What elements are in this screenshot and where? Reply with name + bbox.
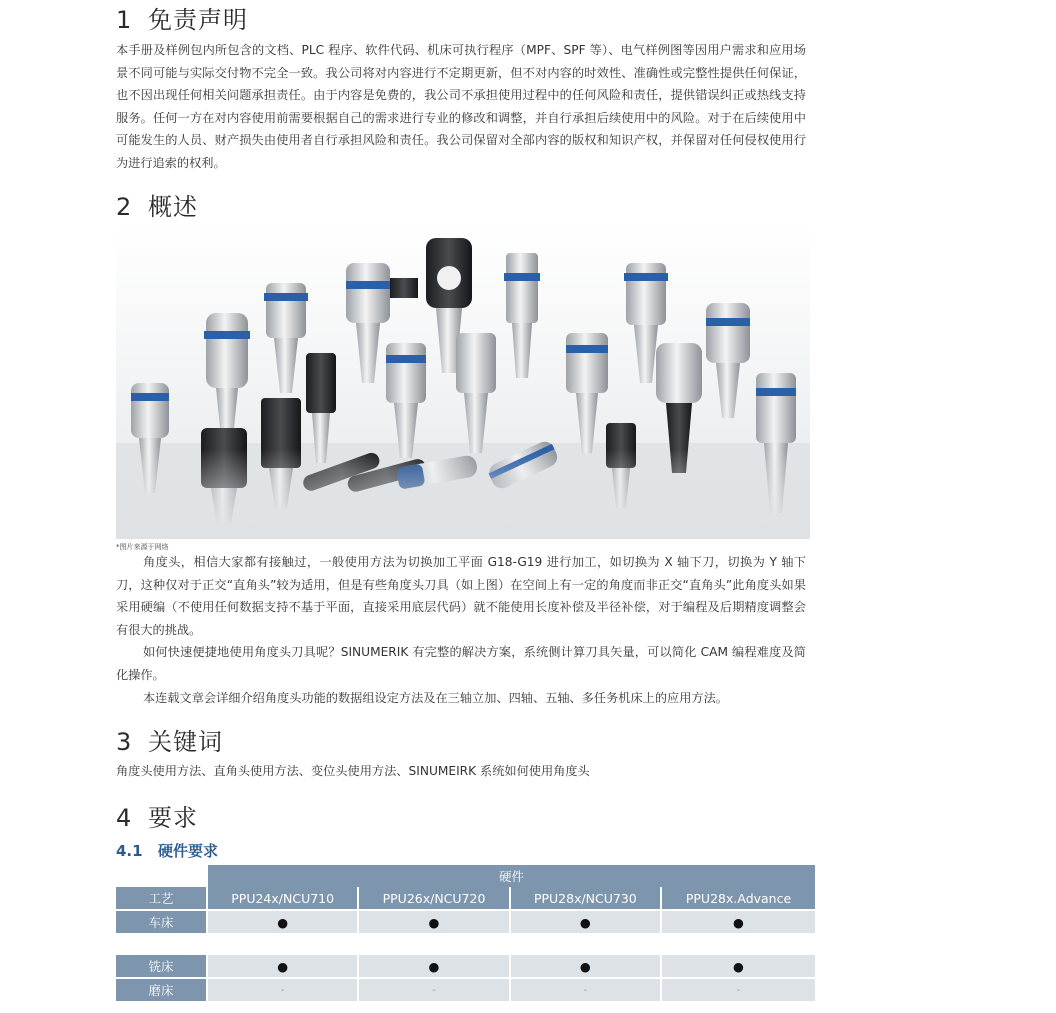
column-header: PPU28x.Advance bbox=[662, 887, 815, 909]
table-cell: ● bbox=[359, 955, 508, 977]
table-cell: ● bbox=[662, 909, 815, 933]
table-cell: ● bbox=[662, 955, 815, 977]
section-number: 3 bbox=[116, 728, 133, 756]
section-number: 2 bbox=[116, 193, 133, 221]
column-header: PPU24x/NCU710 bbox=[208, 887, 357, 909]
subsection-title: 硬件要求 bbox=[158, 842, 219, 860]
table-cell: - bbox=[359, 977, 508, 1001]
section-title: 概述 bbox=[148, 193, 198, 221]
table-row bbox=[116, 955, 815, 977]
section-1-heading bbox=[116, 5, 248, 35]
image-caption: *图片来源于网络 bbox=[116, 543, 169, 551]
table-cell: ● bbox=[208, 955, 357, 977]
table-cell: ● bbox=[359, 909, 508, 933]
subsection-4-1-heading bbox=[116, 841, 218, 861]
table-cell: ● bbox=[208, 909, 357, 933]
photo-floor-shadow bbox=[116, 449, 810, 539]
table-group-header: 硬件 bbox=[208, 865, 815, 887]
overview-paragraph-1: 角度头，相信大家都有接触过，一般使用方法为切换加工平面 G18-G19 进行加工，如切换为 X 轴下刀，切换为 Y 轴下刀，这种仅对于正交“直角头”较为适用，但是有些角度头刀具（如上图）在空间上有一定的角度而非正交“直角头”此角度头如果采用硬编（不使用任何数据支持不基于平面，直接采用底层代码）就不能使用长度补偿及半径补偿，对于编程及后期精度调整会有很大的挑战。 bbox=[116, 555, 806, 637]
section-number: 1 bbox=[116, 6, 133, 34]
table-cell: - bbox=[511, 977, 660, 1001]
table-blank-corner bbox=[116, 865, 206, 887]
section-title: 免责声明 bbox=[148, 6, 248, 34]
overview-paragraph-3: 本连载文章会详细介绍角度头功能的数据组设定方法及在三轴立加、四轴、五轴、多任务机床上的应用方法。 bbox=[143, 690, 728, 705]
table-cell: ● bbox=[511, 909, 660, 933]
section-2-heading bbox=[116, 192, 198, 222]
subsection-number: 4.1 bbox=[116, 842, 143, 860]
section-title: 要求 bbox=[148, 804, 198, 832]
section-title: 关键词 bbox=[148, 728, 223, 756]
table-cell: - bbox=[662, 977, 815, 1001]
section-number: 4 bbox=[116, 804, 133, 832]
column-header: PPU28x/NCU730 bbox=[511, 887, 660, 909]
table-corner-header: 工艺 bbox=[116, 887, 206, 909]
row-header: 车床 bbox=[116, 909, 206, 933]
keywords-paragraph: 角度头使用方法、直角头使用方法、变位头使用方法、SINUMEIRK 系统如何使用角度头 bbox=[116, 764, 590, 778]
table-cell: ● bbox=[511, 955, 660, 977]
section-3-heading bbox=[116, 727, 223, 757]
row-header: 铣床 bbox=[116, 955, 206, 977]
table-row bbox=[116, 909, 815, 933]
section-4-heading bbox=[116, 803, 198, 833]
table-row bbox=[116, 977, 815, 1001]
overview-paragraph-2: 如何快速便捷地使用角度头刀具呢？SINUMERIK 有完整的解决方案，系统侧计算刀具矢量，可以简化 CAM 编程难度及简化操作。 bbox=[116, 645, 806, 682]
table-cell: - bbox=[208, 977, 357, 1001]
row-header: 磨床 bbox=[116, 977, 206, 1001]
column-header: PPU26x/NCU720 bbox=[359, 887, 508, 909]
angle-heads-photo bbox=[116, 223, 810, 539]
hardware-requirements-table bbox=[114, 865, 817, 1001]
disclaimer-paragraph: 本手册及样例包内所包含的文档、PLC 程序、软件代码、机床可执行程序（MPF、SPF 等）、电气样例图等因用户需求和应用场景不同可能与实际交付物不完全一致。我公司将对内容进行不定期更新，但不对内容的时效性、准确性或完整性提供任何保证，也不因出现任何相关问题承担责任。由于内容是免费的，我公司不承担使用过程中的任何风险和责任，提供错误纠正或热线支持服务。任何一方在对内容使用前需要根据自己的需求进行专业的修改和调整，并自行承担后续使用中的风险。对于在后续使用中可能发生的人员、财产损失由使用者自行承担风险和责任。我公司保留对全部内容的版权和知识产权，并保留对任何侵权使用行为进行追索的权利。 bbox=[116, 43, 806, 170]
